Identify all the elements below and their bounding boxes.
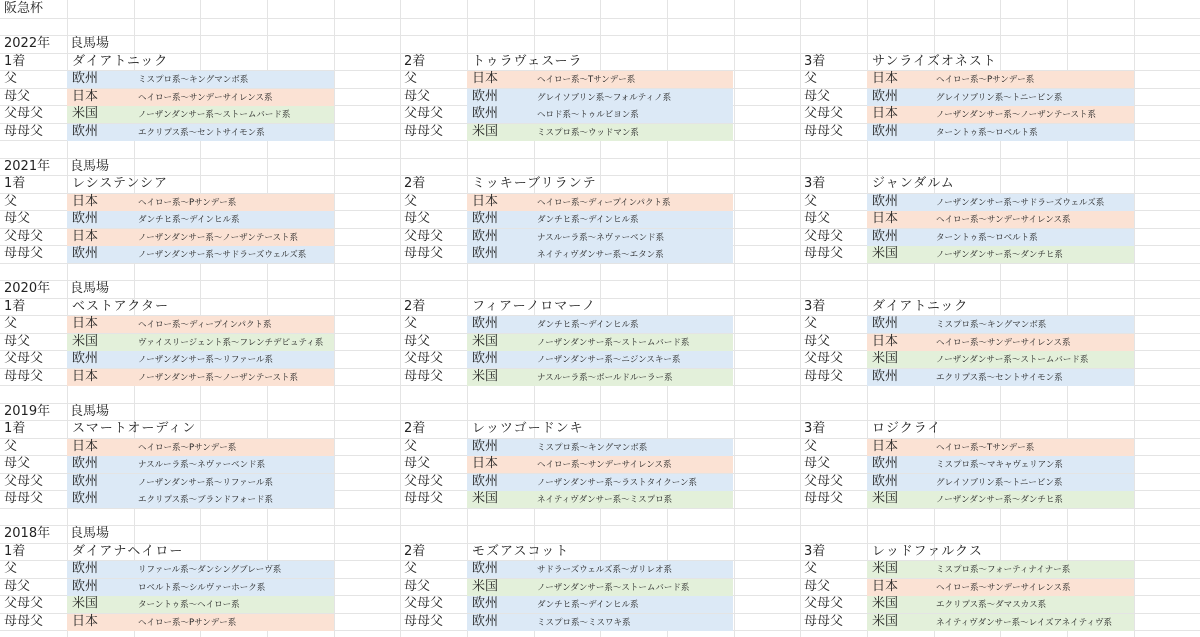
pedigree-relation: 父 <box>404 561 418 576</box>
pedigree-relation: 母父 <box>4 456 31 471</box>
finish-place: 3着 <box>804 421 826 436</box>
sire-line: ヘイロー系～ディープインパクト系 <box>537 197 671 208</box>
pedigree-region: 米国 <box>472 368 499 384</box>
horse-name: スマートオーディン <box>72 421 197 436</box>
sire-line: ノーザンダンサー系～ストームバード系 <box>537 337 690 348</box>
sire-line: ナスルーラ系～ボールドルーラー系 <box>537 372 673 383</box>
sire-line: ダンチヒ系～デインヒル系 <box>537 215 639 225</box>
horse-name: モズアスコット <box>472 543 570 559</box>
pedigree-region: 欧州 <box>472 596 499 611</box>
pedigree-region: 日本 <box>72 438 99 454</box>
pedigree-relation: 父 <box>804 561 818 576</box>
pedigree-relation: 母母父 <box>804 491 844 506</box>
pedigree-region: 欧州 <box>872 88 899 104</box>
sire-line: ヘロド系～トゥルビヨン系 <box>537 110 639 120</box>
sheet-title: 阪急杯 <box>4 1 44 16</box>
sire-line: ノーザンダンサー系～ノーザンテースト系 <box>138 372 298 383</box>
sire-line: サドラーズウェルズ系～ガリレオ系 <box>537 565 672 575</box>
year-label: 2018年 <box>4 526 51 541</box>
sire-line: エクリプス系～ダマスカス系 <box>936 600 1047 610</box>
pedigree-region: 米国 <box>872 351 899 366</box>
pedigree-relation: 父 <box>404 316 418 331</box>
sire-line: ノーザンダンサー系～ストームバード系 <box>138 110 291 120</box>
pedigree-relation: 母父 <box>804 578 831 594</box>
pedigree-relation: 母父 <box>404 578 431 594</box>
pedigree-region: 欧州 <box>472 438 499 454</box>
track-condition: 良馬場 <box>70 281 110 296</box>
pedigree-relation: 母父 <box>804 211 831 226</box>
sire-line: ノーザンダンサー系～ラストタイクーン系 <box>537 477 698 488</box>
sire-line: ダンチヒ系～デインヒル系 <box>537 600 639 610</box>
pedigree-region: 欧州 <box>872 316 899 331</box>
year-label: 2022年 <box>4 36 51 51</box>
pedigree-region: 米国 <box>472 333 499 349</box>
finish-place: 3着 <box>804 53 826 69</box>
pedigree-region: 欧州 <box>72 71 99 86</box>
sire-line: ヴァイスリージェント系～フレンチデピュティ系 <box>138 337 324 348</box>
sire-line: ヘイロー系～Tサンデー系 <box>537 75 636 85</box>
sire-line: ミスプロ系～キングマンボ系 <box>936 320 1047 330</box>
sire-line: ミスプロ系～キングマンボ系 <box>537 442 648 453</box>
pedigree-relation: 父 <box>4 438 18 454</box>
horse-name: レッドファルクス <box>872 543 983 559</box>
sire-line: グレイソブリン系～トニービン系 <box>936 92 1063 103</box>
pedigree-region: 欧州 <box>72 211 99 226</box>
pedigree-region: 日本 <box>72 88 99 104</box>
pedigree-region: 米国 <box>872 491 899 506</box>
pedigree-relation: 母母父 <box>4 246 44 261</box>
sire-line: ロベルト系～シルヴァーホーク系 <box>138 582 266 593</box>
pedigree-region: 米国 <box>72 106 99 121</box>
pedigree-relation: 母母父 <box>4 368 44 384</box>
sire-line: ネイティヴダンサー系～ミスプロ系 <box>537 495 673 505</box>
pedigree-relation: 父 <box>4 71 18 86</box>
sire-line: ノーザンダンサー系～サドラーズウェルズ系 <box>936 197 1105 208</box>
pedigree-relation: 母父 <box>404 333 431 349</box>
pedigree-region: 欧州 <box>872 456 899 471</box>
pedigree-relation: 母母父 <box>404 491 444 506</box>
finish-place: 2着 <box>404 543 426 559</box>
finish-place: 3着 <box>804 298 826 314</box>
track-condition: 良馬場 <box>70 36 110 51</box>
pedigree-region: 米国 <box>472 491 499 506</box>
sire-line: ヘイロー系～Pサンデー系 <box>138 442 237 453</box>
pedigree-relation: 父母父 <box>804 596 844 611</box>
pedigree-relation: 父母父 <box>4 106 44 121</box>
pedigree-relation: 父 <box>804 193 818 209</box>
pedigree-relation: 父 <box>404 193 418 209</box>
horse-name: トゥラヴェスーラ <box>472 53 583 69</box>
pedigree-region: 日本 <box>872 71 899 86</box>
pedigree-region: 欧州 <box>72 123 99 139</box>
sire-line: ナスルーラ系～ネヴァーベンド系 <box>138 460 266 470</box>
sire-line: ミスプロ系～フォーティナイナー系 <box>936 565 1071 575</box>
finish-place: 1着 <box>4 421 26 436</box>
pedigree-relation: 父母父 <box>804 106 844 121</box>
sire-line: ノーザンダンサー系～リファール系 <box>138 355 273 365</box>
pedigree-region: 欧州 <box>472 561 499 576</box>
horse-name: ベストアクター <box>72 298 169 314</box>
pedigree-relation: 父 <box>404 71 418 86</box>
pedigree-region: 日本 <box>72 193 99 209</box>
pedigree-relation: 父母父 <box>404 473 444 489</box>
pedigree-relation: 母母父 <box>804 123 844 139</box>
pedigree-relation: 母母父 <box>404 246 444 261</box>
pedigree-relation: 父 <box>804 316 818 331</box>
sire-line: ヘイロー系～ディープインパクト系 <box>138 320 272 330</box>
pedigree-region: 欧州 <box>72 351 99 366</box>
sire-line: グレイソブリン系～フォルティノ系 <box>537 92 672 103</box>
sire-line: ターントゥ系～ロベルト系 <box>936 127 1038 138</box>
pedigree-region: 欧州 <box>72 561 99 576</box>
horse-name: レッツゴードンキ <box>472 421 584 436</box>
finish-place: 2着 <box>404 53 426 69</box>
pedigree-region: 欧州 <box>872 473 899 489</box>
pedigree-relation: 母母父 <box>404 613 444 629</box>
year-label: 2019年 <box>4 403 51 419</box>
sire-line: ダンチヒ系～デインヒル系 <box>138 215 240 225</box>
sire-line: ヘイロー系～Pサンデー系 <box>138 197 237 208</box>
pedigree-region: 米国 <box>472 123 499 139</box>
pedigree-region: 欧州 <box>72 246 99 261</box>
pedigree-relation: 母母父 <box>4 491 44 506</box>
sire-line: ミスプロ系～ミスワキ系 <box>537 617 631 628</box>
sire-line: ノーザンダンサー系～ノーザンテースト系 <box>138 232 298 243</box>
year-label: 2021年 <box>4 158 51 174</box>
pedigree-region: 欧州 <box>472 246 499 261</box>
track-condition: 良馬場 <box>70 403 110 419</box>
sire-line: エクリプス系～セントサイモン系 <box>936 372 1063 383</box>
pedigree-region: 米国 <box>472 578 499 594</box>
pedigree-region: 欧州 <box>472 88 499 104</box>
pedigree-region: 日本 <box>872 211 899 226</box>
pedigree-relation: 父 <box>4 561 18 576</box>
sire-line: ノーザンダンサー系～リファール系 <box>138 477 273 488</box>
pedigree-region: 欧州 <box>72 578 99 594</box>
pedigree-region: 日本 <box>872 106 899 121</box>
pedigree-relation: 母母父 <box>4 123 44 139</box>
pedigree-relation: 母母父 <box>804 368 844 384</box>
pedigree-region: 米国 <box>72 596 99 611</box>
finish-place: 1着 <box>4 543 26 559</box>
pedigree-region: 日本 <box>472 71 499 86</box>
sire-line: ノーザンダンサー系～ダンチヒ系 <box>936 495 1063 505</box>
pedigree-relation: 父母父 <box>4 596 44 611</box>
pedigree-relation: 父 <box>804 438 818 454</box>
pedigree-relation: 父母父 <box>404 228 444 244</box>
sire-line: ヘイロー系～サンデーサイレンス系 <box>936 215 1071 225</box>
sire-line: ナスルーラ系～ネヴァーベンド系 <box>537 232 665 243</box>
pedigree-relation: 母母父 <box>804 246 844 261</box>
sire-line: ヘイロー系～Pサンデー系 <box>936 75 1035 85</box>
pedigree-relation: 母母父 <box>804 613 844 629</box>
sire-line: エクリプス系～セントサイモン系 <box>138 127 265 138</box>
horse-name: ダイアトニック <box>72 53 169 69</box>
pedigree-relation: 父 <box>804 71 818 86</box>
pedigree-region: 欧州 <box>872 368 899 384</box>
pedigree-region: 米国 <box>872 561 899 576</box>
pedigree-region: 欧州 <box>472 106 499 121</box>
sire-line: ノーザンダンサー系～ダンチヒ系 <box>936 250 1063 260</box>
horse-name: ダイアナヘイロー <box>72 543 184 559</box>
finish-place: 3着 <box>804 176 826 191</box>
sire-line: ターントゥ系～ヘイロー系 <box>138 600 240 610</box>
pedigree-relation: 父母父 <box>4 473 44 489</box>
sire-line: ノーザンダンサー系～ノーザンテースト系 <box>936 110 1096 120</box>
pedigree-relation: 母父 <box>4 578 31 594</box>
sire-line: ヘイロー系～サンデーサイレンス系 <box>936 337 1071 348</box>
pedigree-relation: 父母父 <box>404 596 444 611</box>
finish-place: 2着 <box>404 298 426 314</box>
finish-place: 1着 <box>4 176 26 191</box>
sire-line: ターントゥ系～ロベルト系 <box>936 232 1038 243</box>
pedigree-relation: 父 <box>4 193 18 209</box>
pedigree-region: 欧州 <box>472 228 499 244</box>
pedigree-region: 日本 <box>72 613 99 629</box>
horse-name: レシステンシア <box>72 176 169 191</box>
sire-line: ヘイロー系～サンデーサイレンス系 <box>537 460 672 470</box>
sire-line: エクリプス系～ブランドフォード系 <box>138 495 273 505</box>
pedigree-relation: 母父 <box>804 333 831 349</box>
finish-place: 2着 <box>404 176 426 191</box>
horse-name: ミッキーブリランテ <box>472 176 597 191</box>
sire-line: ヘイロー系～Pサンデー系 <box>138 617 237 628</box>
sire-line: ノーザンダンサー系～サドラーズウェルズ系 <box>138 250 307 260</box>
pedigree-region: 欧州 <box>72 491 99 506</box>
pedigree-region: 米国 <box>872 596 899 611</box>
pedigree-relation: 母母父 <box>4 613 44 629</box>
pedigree-relation: 母父 <box>404 88 431 104</box>
pedigree-region: 日本 <box>872 438 899 454</box>
pedigree-relation: 父母父 <box>804 351 844 366</box>
sire-line: ノーザンダンサー系～ストームバード系 <box>936 355 1089 365</box>
track-condition: 良馬場 <box>70 526 110 541</box>
pedigree-region: 日本 <box>72 316 99 331</box>
pedigree-relation: 母父 <box>404 211 431 226</box>
horse-name: フィアーノロマーノ <box>472 298 597 314</box>
pedigree-relation: 母父 <box>404 456 431 471</box>
horse-name: ダイアトニック <box>872 298 969 314</box>
pedigree-region: 欧州 <box>872 123 899 139</box>
pedigree-relation: 父母父 <box>404 351 444 366</box>
pedigree-relation: 父母父 <box>804 473 844 489</box>
track-condition: 良馬場 <box>70 158 110 174</box>
horse-name: サンライズオネスト <box>872 53 997 69</box>
pedigree-region: 日本 <box>72 368 99 384</box>
sire-line: ヘイロー系～サンデーサイレンス系 <box>936 582 1071 593</box>
finish-place: 1着 <box>4 53 26 69</box>
pedigree-region: 欧州 <box>472 473 499 489</box>
finish-place: 2着 <box>404 421 426 436</box>
pedigree-relation: 父母父 <box>4 228 44 244</box>
pedigree-relation: 父 <box>404 438 418 454</box>
pedigree-relation: 父母父 <box>404 106 444 121</box>
horse-name: ロジクライ <box>872 421 942 436</box>
sire-line: グレイソブリン系～トニービン系 <box>936 477 1063 488</box>
finish-place: 3着 <box>804 543 826 559</box>
sire-line: ミスプロ系～マキャヴェリアン系 <box>936 460 1063 470</box>
sire-line: ノーザンダンサー系～ニジンスキー系 <box>537 355 681 365</box>
finish-place: 1着 <box>4 298 26 314</box>
pedigree-region: 欧州 <box>72 456 99 471</box>
pedigree-relation: 母母父 <box>404 123 444 139</box>
pedigree-relation: 母父 <box>4 333 31 349</box>
pedigree-region: 日本 <box>872 333 899 349</box>
year-label: 2020年 <box>4 281 51 296</box>
pedigree-relation: 母父 <box>4 211 31 226</box>
pedigree-region: 日本 <box>472 193 499 209</box>
pedigree-region: 米国 <box>872 246 899 261</box>
pedigree-region: 日本 <box>72 228 99 244</box>
pedigree-relation: 母母父 <box>404 368 444 384</box>
sire-line: ヘイロー系～Tサンデー系 <box>936 442 1035 453</box>
pedigree-relation: 父母父 <box>804 228 844 244</box>
pedigree-region: 欧州 <box>472 351 499 366</box>
horse-name: ジャンダルム <box>872 176 955 191</box>
sire-line: リファール系～ダンシングブレーヴ系 <box>138 565 282 575</box>
sire-line: ダンチヒ系～デインヒル系 <box>537 320 639 330</box>
pedigree-region: 米国 <box>72 333 99 349</box>
sire-line: ネイティヴダンサー系～エタン系 <box>537 250 664 260</box>
sire-line: ミスプロ系～キングマンボ系 <box>138 75 249 85</box>
pedigree-relation: 父 <box>4 316 18 331</box>
pedigree-region: 米国 <box>872 613 899 629</box>
sire-line: ミスプロ系～ウッドマン系 <box>537 127 639 138</box>
sire-line: ネイティヴダンサー系～レイズアネイティヴ系 <box>936 617 1112 628</box>
pedigree-region: 欧州 <box>472 613 499 629</box>
sire-line: ノーザンダンサー系～ストームバード系 <box>537 582 690 593</box>
pedigree-relation: 母父 <box>804 88 831 104</box>
pedigree-relation: 父母父 <box>4 351 44 366</box>
pedigree-region: 欧州 <box>472 316 499 331</box>
pedigree-region: 欧州 <box>872 193 899 209</box>
pedigree-region: 欧州 <box>872 228 899 244</box>
sire-line: ヘイロー系～サンデーサイレンス系 <box>138 92 273 103</box>
pedigree-region: 日本 <box>472 456 499 471</box>
pedigree-region: 欧州 <box>472 211 499 226</box>
pedigree-region: 日本 <box>872 578 899 594</box>
pedigree-relation: 母父 <box>4 88 31 104</box>
pedigree-region: 欧州 <box>72 473 99 489</box>
pedigree-relation: 母父 <box>804 456 831 471</box>
